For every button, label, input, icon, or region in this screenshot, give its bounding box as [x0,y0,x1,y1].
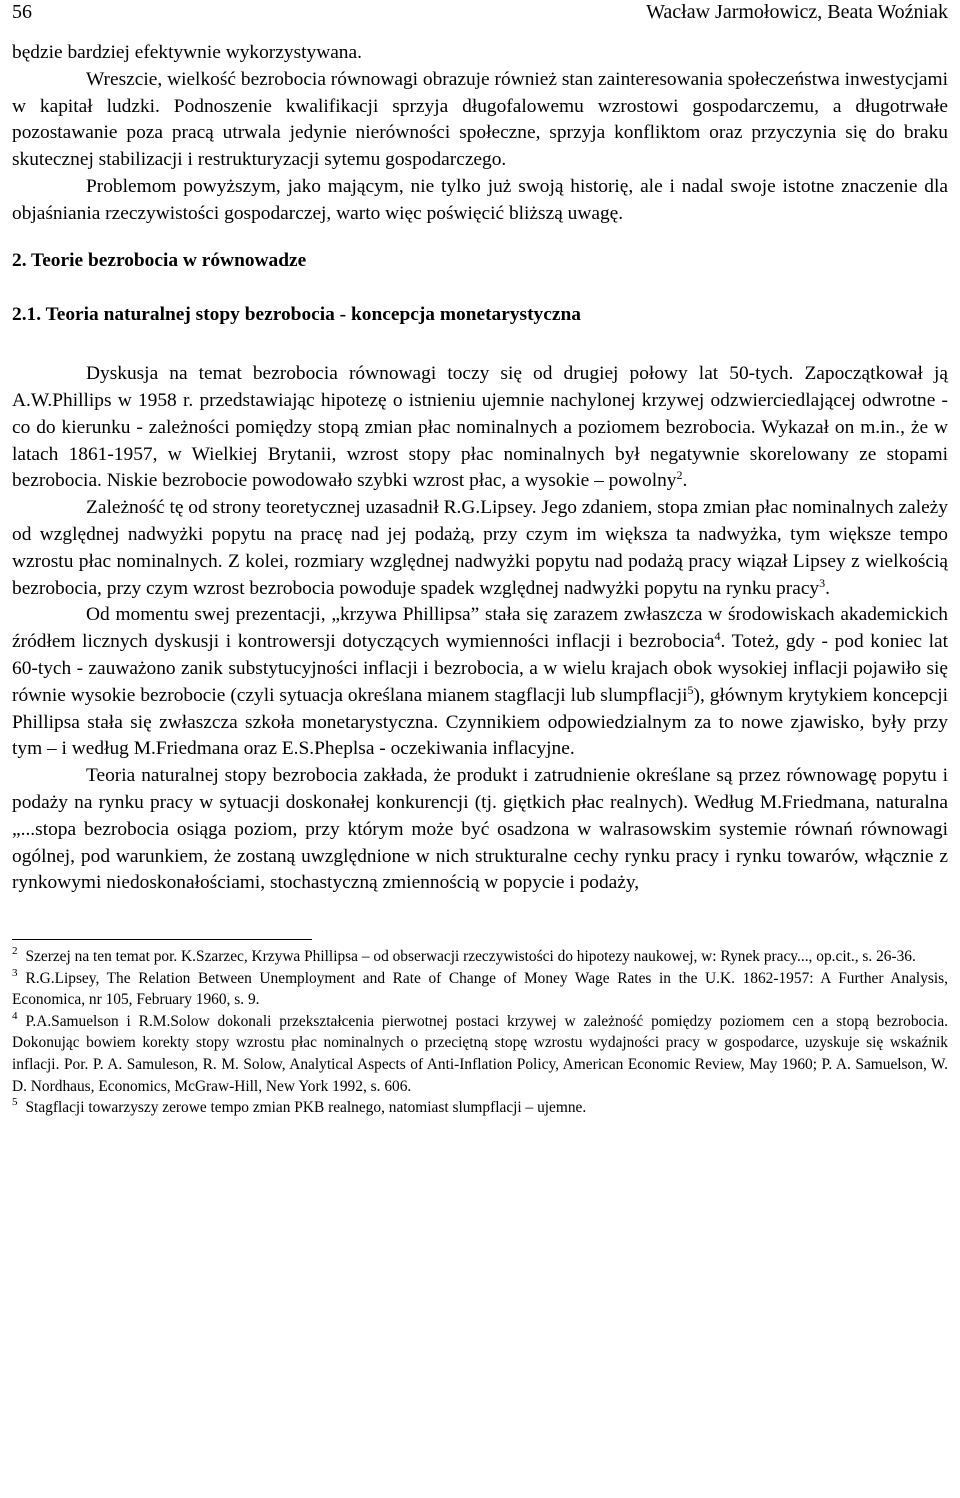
paragraph-5-part-c: ), głównym krytykiem koncepcji Phillipsa stała się zwłaszcza szkoła monetarystyczna. Czynnikiem odpowiedzialnym za to nowe zjawisko, były przy tym – i według M.Friedmana oraz E.S.Pheplsa - oczekiwania inflacyjne. [12,684,948,760]
footnote-ref-3[interactable]: 3 [819,575,826,590]
paragraph-4-text: Zależność tę od strony teoretycznej uzasadnił R.G.Lipsey. Jego zdaniem, stopa zmian płac nominalnych zależy od względnej nadwyżki popytu na pracę nad jej podażą, przy czym im większa ta nadwyżka, tym większe tempo wzrostu płac nominalnych. Z kolei, rozmiary względnej nadwyżki popytu nad podażą pracy wiązał Lipsey z wielkością bezrobocia, przy czym wzrost bezrobocia powoduje spadek względnej nadwyżki popytu na rynku pracy [12,497,948,599]
paragraph-3 [12,361,948,495]
running-header [12,0,948,24]
running-authors: Wacław Jarmołowicz, Beata Woźniak [646,1,948,23]
footnote-4 [12,1011,948,1097]
footnote-text: Stagflacji towarzyszy zerowe tempo zmian PKB realnego, natomiast slumpflacji – ujemne. [25,1099,587,1117]
footnote-number: 2 [12,945,18,958]
page-number: 56 [12,1,32,23]
paragraph-6: Teoria naturalnej stopy bezrobocia zakłada, że produkt i zatrudnienie określane są przez równowagę popytu i podaży na rynku pracy w sytuacji doskonałej konkurencji (tj. giętkich płac realnych). Według M.Friedmana, naturalna „...stopa bezrobocia osiąga poziom, przy którym może być osadzona w walrasowskim systemie równań równowagi ogólnej, pod warunkiem, że zostaną uwzględnione w nich strukturalne cechy rynku pracy i rynku towarów, włącznie z rynkowymi niedoskonałościami, stochastyczną zmiennością w popycie i podaży, [12,765,948,894]
paragraph-5-part-a: Od momentu swej prezentacji, „krzywa Phillipsa” stała się zarazem zwłaszcza w środowiskach akademickich źródłem licznych dyskusji i kontrowersji dotyczących wymienności inflacji i bezrobocia [12,604,948,653]
paragraph-5-part-b: . Toteż, gdy - pod koniec lat 60-tych - zauważono zanik substytucyjności inflacji i bezrobocia, a w wielu krajach obok wysokiej inflacji pojawiło się równie wysokie bezrobocie (czyli sytuacja określana mianem stagflacji lub slumpflacji [12,631,948,706]
paragraph-2: Problemom powyższym, jako mającym, nie tylko już swoją historię, ale i nadal swoje istotne znaczenie dla objaśniania rzeczywistości gospodarczej, warto więc poświęcić bliższą uwagę. [12,175,948,224]
footnote-number: 5 [12,1096,18,1109]
footnote-number: 4 [12,1009,18,1022]
footnote-text: R.G.Lipsey, The Relation Between Unemployment and Rate of Change of Money Wage Rates in the U.K. 1862-1957: A Further Analysis, Economica, nr 105, February 1960, s. 9. [12,969,948,1009]
footnote-separator [12,939,312,940]
paragraph-3-end: . [682,470,688,492]
footnote-ref-2[interactable]: 2 [676,468,683,483]
paragraph-1: Wreszcie, wielkość bezrobocia równowagi obrazuje również stan zainteresowania społeczeństwa inwestycjami w kapitał ludzki. Podnoszenie kwalifikacji sprzyja długofalowemu wzrostowi gospodarczemu, a długotrwałe pozostawanie poza pracą utrwala jedynie nierówności społeczne, sprzyja konfliktom oraz przyczynia się do braku skutecznej stabilizacji i restrukturyzacji sytemu gospodarczego. [12,68,948,171]
footnote-text: P.A.Samuelson i R.M.Solow dokonali przekształcenia pierwotnej postaci krzywej w zależność pomiędzy poziomem cen a stopą bezrobocia. Dokonując bowiem korekty stopy wzrostu płac nominalnych o przeciętną stopę wzrostu wydajności pracy w gospodarce, uzyskuje się wskaźnik inflacji. Por. P. A. Samuleson, R. M. Solow, Analytical Aspects of Anti-Inflation Policy, American Economic Review, May 1960; P. A. Samuelson, W. D. Nordhaus, Economics, McGraw-Hill, New York 1992, s. 606. [12,1012,948,1095]
footnotes [12,946,948,1119]
footnote-5 [12,1097,948,1119]
paragraph-continuation: będzie bardziej efektywnie wykorzystywana. [12,42,362,63]
paragraph-4 [12,495,948,602]
paragraph-5 [12,602,948,763]
subsection-heading: 2.1. Teoria naturalnej stopy bezrobocia - koncepcja monetarystyczna [12,304,581,326]
paragraph-3-text: Dyskusja na temat bezrobocia równowagi toczy się od drugiej połowy lat 50-tych. Zapoczątkował ją A.W.Phillips w 1958 r. przedstawiając hipotezę o istnieniu ujemnie nachylonej krzywej odzwierciedlającej odwrotne - co do kierunku - zależności pomiędzy stopą zmian płac nominalnych a poziomem bezrobocia. Wykazał on m.in., że w latach 1861-1957, w Wielkiej Brytanii, wzrost stopy płac nominalnych był negatywnie skorelowany ze stopami bezrobocia. Niskie bezrobocie powodowało szybki wzrost płac, a wysokie – powolny [12,363,948,492]
footnote-number: 3 [12,966,18,979]
footnote-2 [12,946,948,968]
section-heading: 2. Teorie bezrobocia w równowadze [12,249,307,271]
footnote-text: Szerzej na ten temat por. K.Szarzec, Krzywa Phillipsa – od obserwacji rzeczywistości do hipotezy naukowej, w: Rynek pracy..., op.cit., s. 26-36. [25,948,916,966]
footnote-ref-4[interactable]: 4 [714,629,721,644]
footnote-3 [12,968,948,1011]
footnote-ref-5[interactable]: 5 [687,682,694,697]
paragraph-4-end: . [825,577,830,599]
